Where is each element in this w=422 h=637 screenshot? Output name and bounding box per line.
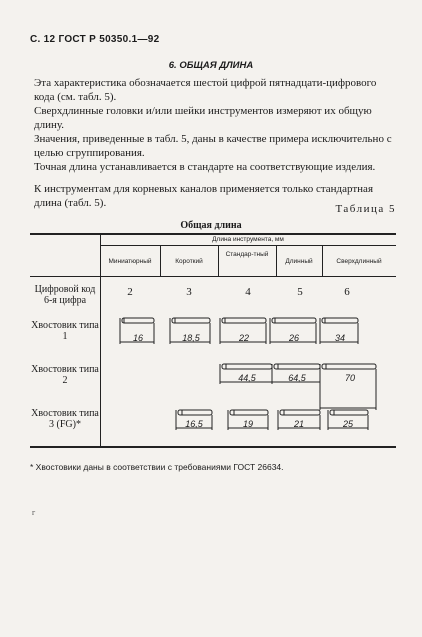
code-value-2: 2	[127, 286, 133, 298]
len-t1-extralong: 34	[334, 333, 345, 343]
col-header-mini: Миниатюрный	[108, 258, 152, 265]
code-row-label: Цифровой код 6-я цифра	[34, 284, 96, 306]
group-header: Длина инструмента, мм	[212, 236, 284, 243]
len-t3-standard: 19	[242, 419, 253, 429]
paragraph-2: Сверхдлинные головки и/или шейки инструментов измеряют их общую длину.	[34, 105, 372, 131]
paragraph-5: К инструментам для корневых каналов применяется только стандартная длина (табл. 5).	[34, 183, 374, 209]
len-t1-long: 26	[288, 333, 299, 343]
col-header-standard: Стандар-тный	[225, 251, 269, 258]
len-t3-long: 21	[293, 419, 304, 429]
col-header-long: Длинный	[285, 258, 313, 265]
section-title: 6. ОБЩАЯ ДЛИНА	[168, 60, 254, 71]
len-t1-standard: 22	[238, 333, 249, 343]
table-caption: Таблица 5	[335, 203, 396, 215]
col-header-short: Короткий	[175, 258, 203, 265]
stray-mark: г	[32, 508, 36, 517]
len-t3-short: 16,5	[185, 419, 203, 429]
shank-type-3-label: Хвостовик типа 3 (FG)*	[31, 408, 99, 430]
paragraph-4: Точная длина устанавливается в стандарте на соответствующие изделия.	[34, 161, 376, 173]
len-t1-short: 18,5	[182, 333, 200, 343]
shank-type-2-label: Хвостовик типа 2	[31, 364, 99, 386]
len-t2-standard: 44,5	[238, 373, 256, 383]
page-header: С. 12 ГОСТ Р 50350.1—92	[30, 34, 160, 45]
shank-type-1-label: Хвостовик типа 1	[31, 320, 99, 342]
paragraph-3: Значения, приведенные в табл. 5, даны в качестве примера исключительно с целью сгруппирования.	[34, 133, 392, 159]
len-t3-extralong: 25	[342, 419, 353, 429]
len-t1-mini: 16	[132, 333, 143, 343]
code-value-3: 3	[186, 286, 192, 298]
paragraph-1: Эта характеристика обозначается шестой цифрой пятнадцати-цифрового кода (см. табл. 5).	[34, 77, 377, 103]
footnote: * Хвостовики даны в соответствии с требованиями ГОСТ 26634.	[30, 462, 284, 472]
col-header-extralong: Сверхдлинный	[336, 258, 382, 265]
code-value-6: 6	[344, 286, 350, 298]
len-t2-extralong: 70	[344, 373, 355, 383]
table-title: Общая длина	[180, 220, 242, 231]
code-value-4: 4	[245, 286, 251, 298]
tool-t2-extralong	[320, 364, 376, 410]
code-value-5: 5	[297, 286, 303, 298]
len-t2-long: 64,5	[288, 373, 306, 383]
